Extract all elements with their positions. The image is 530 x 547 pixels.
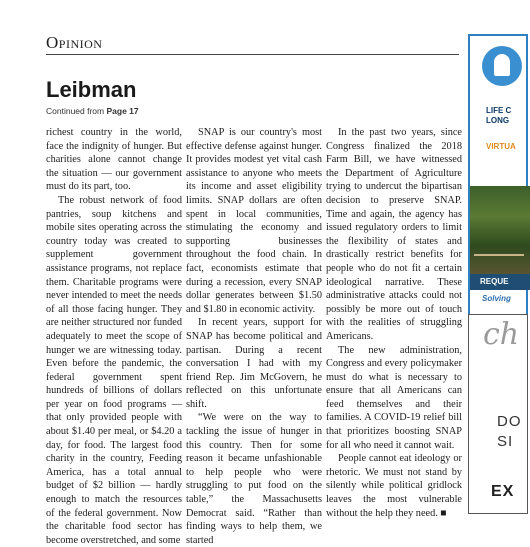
ad-tagline: Solving	[482, 294, 511, 303]
article-headline: Leibman	[46, 77, 137, 102]
ad-photo	[470, 186, 530, 286]
ad-photo-railing	[474, 254, 524, 256]
paragraph: SNAP is our country's most effective defense against hunger. It provides modest yet vital cash assistance to anyone who meets its income and asset eligibility limits. SNAP dollars are often spent in local communities, stimulating the economy and supporting businesses throughout the food chain. In fact, economists estimate that during a recession, every SNAP dollar generates between $1.50 and $1.80 in economic activity.	[186, 127, 322, 315]
ad-text-line: LONG	[486, 116, 510, 125]
advertisement-2[interactable]	[468, 314, 528, 514]
ad-script-logo: ch	[483, 317, 520, 352]
paragraph: In the past two years, since Congress finalized the 2018 Farm Bill, we have witnessed the Department of Agriculture trying to undercut the bipartisan decision to preserve SNAP. Time and again, the agency has issued regulatory orders to limit the flexibility of states and drastically restrict benefits for people who do not fit a certain ideological narrative. These administrative attacks could not possibly be more out of touch with the realities of struggling Americans.	[326, 127, 462, 342]
ad-highlight-text: VIRTUA	[486, 142, 516, 151]
ad-text-line: DO	[497, 413, 522, 430]
ad-text-line: LIFE C	[486, 106, 512, 115]
advertisement-sidebar	[468, 30, 522, 512]
paragraph: “We were on the way to tackling the issue of hunger in this country. Then for some reason it became unfashionable to help people who were struggling to put food on the table,” the Massachusetts Democrat said. “Rather than finding ways to help them, we started	[186, 412, 322, 546]
paragraph: In recent years, support for SNAP has become political and partisan. During a recent conversation I had with my friend Rep. Jim McGovern, he reflected on this unfortunate shift.	[186, 317, 322, 410]
paragraph: People cannot eat ideology or rhetoric. We must not stand by silently while political gridlock leaves the most vulnerable without the help they need. ■	[326, 453, 462, 519]
ad-banner: REQUE	[470, 274, 530, 290]
advertisement-1[interactable]	[468, 34, 528, 336]
ad-text-line: SI	[497, 433, 514, 450]
paragraph: richest country in the world, face the indignity of hunger. But charities alone cannot change the situation — our government must do its part, too.	[46, 127, 182, 193]
article-column-2	[186, 126, 322, 547]
continued-prefix: Continued from	[46, 106, 107, 116]
ad-text-line: EX	[491, 483, 515, 500]
paragraph: The robust network of food pantries, soup kitchens and mobile sites operating across the country today was created to supplement government assistance programs, not replace them. Charitable programs were never intended to meet the needs of all those facing hunger. They are neither structured nor funded adequately to meet the scope of hunger we are witnessing today. Even before the pandemic, the federal government spent hundreds of billions of dollars per year on food programs — that only provided people with about $1.40 per meal, or $4.20 a day, for food. The largest food charity in the country, Feeding America, has a total annual budget of $2 billion — hardly enough to match the resources of the federal government. Now the charitable food sector has become overstretched, and some	[46, 194, 182, 546]
article-column-1	[46, 126, 182, 547]
logo-figure	[494, 54, 510, 76]
section-title: Opinion	[46, 33, 103, 52]
continued-page-ref: Page 17	[106, 106, 139, 116]
paragraph: The new administration, Congress and every policymaker must do what is necessary to ensure that all Americans can feed themselves and their families. A COVID-19 relief bill that prioritizes boosting SNAP for all who need it cannot wait.	[326, 344, 462, 451]
section-rule	[46, 54, 459, 55]
person-head-icon	[482, 46, 522, 86]
continued-note	[46, 106, 139, 116]
article-column-3	[326, 126, 462, 520]
